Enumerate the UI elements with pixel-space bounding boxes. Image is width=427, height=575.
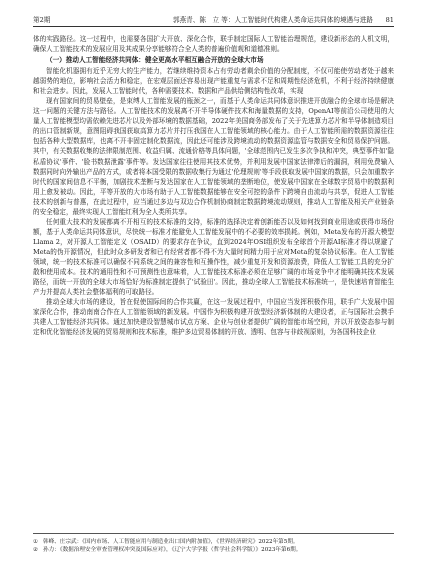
- section-heading: （一）推动人工智能经济共同体：健全更高水平相互融合开放的全球大市场: [46, 56, 264, 65]
- body-paragraph: 推动全球大市场的建设，旨在促使国际间的合作共赢，在这一发展过程中，中国应当发挥积极作用，联手广大发展中国家深化合作，推动南南合作在人工智能领域的新发展。中国作为积极构建开放型经济新体制的大建设者，正与国际社会携手共建人工智能经济共同体。通过加快建设智慧城市试点方案、企业与创业者提供广阔的智能市场空间，并以开放姿态参与制定和优化智能经济发展的贸易规则和技术标准，维护多边贸易体制的开放、透明、包容与非歧视原则，为各国科技企业: [33, 298, 394, 337]
- issue-label: 第2期: [33, 16, 51, 24]
- body-paragraph: 智能化机器拥有近乎无穷大的生产能力，若继续维持资本占有劳动者剩余价值的分配制度，不仅可能使劳动者处于越来越弱势的地位，影响社会活力和稳定，在宏观层面还容易出现产能重复与需求不足和周期性经济危机，不利于经济持续健康和社会进步。因此，发展人工智能时代，各种需要技术、数据和产品供给侧结构性改革，实现: [33, 67, 394, 96]
- footnote-text: 韩峰、庄宗武：《国内市场、人工智能应用与制造业出口国内附加值》，《世界经济研究》2022年第5期。: [43, 539, 299, 545]
- running-title: 郭燕青、陈 立 等：人工智能时代构建人类命运共同体的境遇与进路: [173, 16, 373, 24]
- footnotes: [33, 533, 394, 554]
- footnote-mark: ①: [33, 539, 39, 545]
- article-body: [33, 34, 394, 337]
- page-number: 81: [385, 16, 394, 24]
- body-paragraph: 现有国家间的贸易壁垒，是束缚人工智能发展的瓶颈之一，而基于人类命运共同体意识推进开放融合的全球市场是解决这一问题的关键方法与路径。人工智能技术的发展离不开半导体硬件技术和海量数据的支持，OpenAI等前沿公司使用的大量人工智能模型均需依赖先进芯片以及外部环境的数据基础，2022年美国商务部发布了关于先进算力芯片和半导体制造项目的出口管制新规，意图阻碍我国获取高算力芯片并打压我国在人工智能领域的核心能力。由于人工智能所需的数据资源往往包括各种大型数据库，也离不开非固定制化数据流，因此还可能涉及跨境流动的数据资源监管与数据安全和贸易保护问题。其中，有关数据收集的法律限制范围、收益归属、流通价格等具体问题，'全球范围内已发生多次争执和冲突，典型事件如'隐私盾协议'事件、'脸书数据泄露'事件等。发达国家往往使用其技术优势，并利用发展中国家法律滞后的漏洞，利用免费输入数据同时向外输出产品的方式，或者将本国受限的数据收集行为通过'伦理规则'等手段获取发展中国家的数据，只会加重数字时代的国家间信息不平衡，加剧技术垄断与发达国家在人工智能领域的垄断地位，使发展中国家在全球数字贸易中的数据利用上愈发被动。因此，平等开放的大市场有助于人工智能数据能够在安全可控的条件下跨境自由流动与共享，促进人工智能技术的创新与普惠，在此过程中，应当通过多边与双边合作机制协商制定数据跨境流动规则，推动人工智能及相关产业链条的安全稳定，最终实现人工智能红利为全人类所共享。: [33, 97, 394, 216]
- footnote: [33, 538, 394, 546]
- footnote-text: 孙力：《数据治理安全审查管理权冲突及国际应对》，《辽宁大学学报（哲学社会科学版）》2023年第6期。: [43, 547, 302, 554]
- body-paragraph: 任何重大技术的发展都离不开相互的技术标准的支持，标准的选择决定着创新能否以及如何找到商业用途或获得市场份额，基于人类命运共同体意识，尽快统一标准才能避免人工智能发展中的不必要的效率损耗。例如，Meta发布的开源大模型Llama 2，对开源人工智能定义（OSAID）的要求存在争议，直到2024年OSI组织发布全球首个开源AI标准才得以规避了Meta的伪开源情况，但此时众多研发者和已有经营者都不得不为大量时间精力用于应对Meta的复杂协议标准。在人工智能领域，统一的技术标准可以确保不同系统之间的兼容性和互操作性，减少重复开发和资源浪费，降低人工智能工具的充分扩散和使用成本。技术的通用性和不可预测性也意味着，人工智能技术标准必须在足够广阔的市场竞争中才能明确其技术发展路径，而统一开放的全球大市场恰好为标准制定提供了'试验田'。因此，推动全球人工智能技术标准统一，是快速培育智能生产力并提高人类社会整体福利的可取路径。: [33, 217, 394, 297]
- running-header: [33, 14, 394, 27]
- footnote-mark: ②: [33, 547, 39, 554]
- body-paragraph: 体的实践路径。这一过程中，也需要各国扩大开放、深化合作，联手制定国际人工智能治理规范，建设新形态的人机文明，确保人工智能技术的发展应用及其成果分享能够符合全人类的普遍价值观和道德准则。: [33, 35, 394, 54]
- footnote: [33, 546, 394, 554]
